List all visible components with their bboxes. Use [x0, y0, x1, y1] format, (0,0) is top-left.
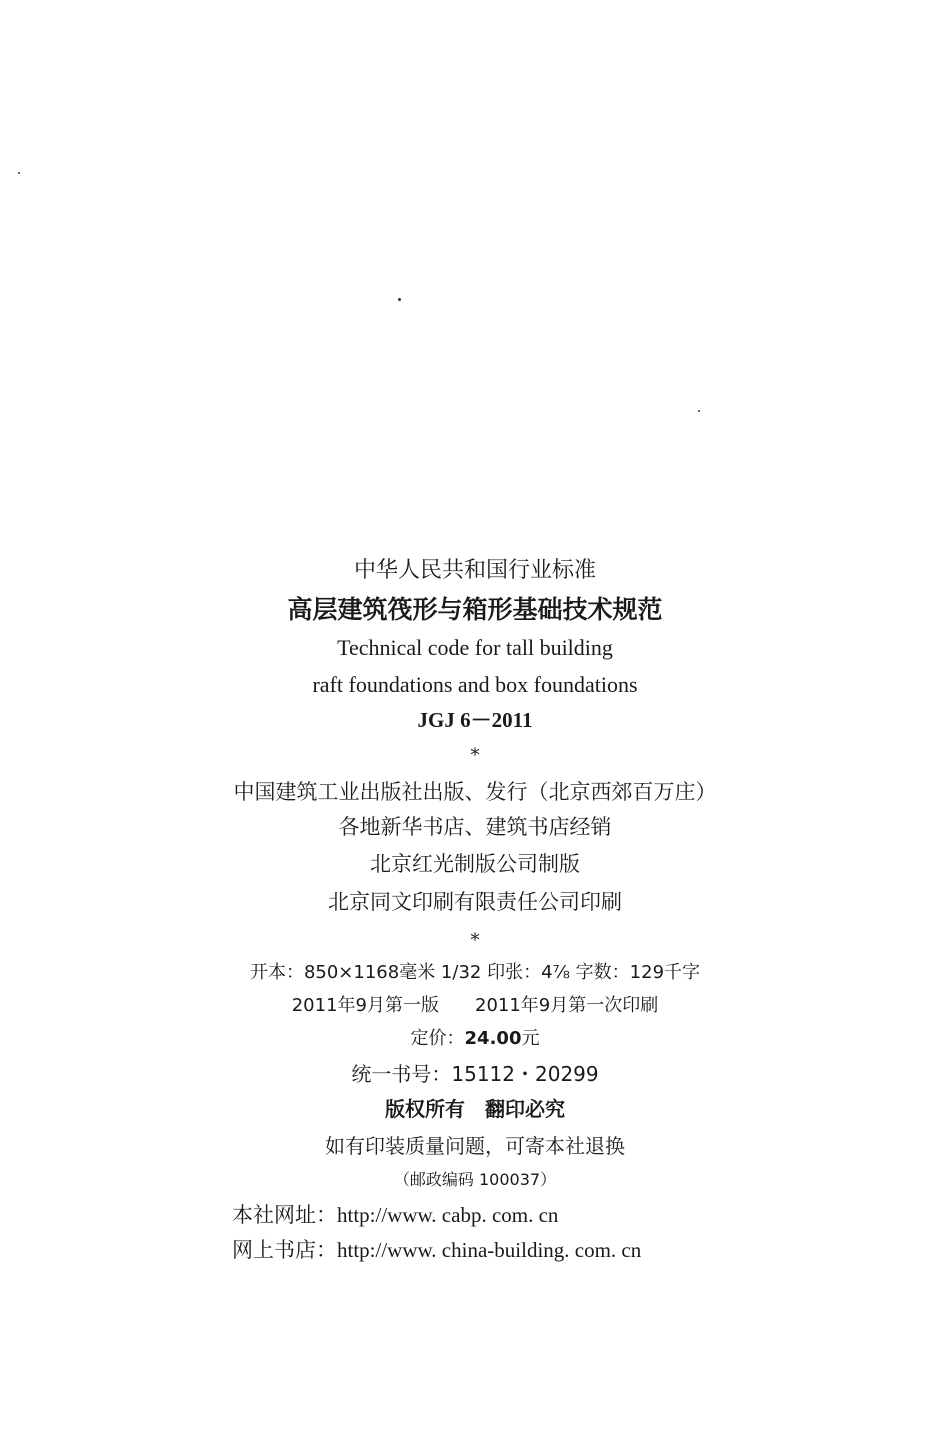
price-value: 24.00	[464, 1028, 522, 1049]
copyright-notice: 版权所有 翻印必究	[385, 1097, 565, 1121]
edition-info: 2011年9月第一版 2011年9月第一次印刷	[291, 995, 659, 1016]
separator-star: *	[470, 745, 480, 766]
title-english-line-1: Technical code for tall building	[337, 635, 613, 660]
printer-line: 北京同文印刷有限责任公司印刷	[328, 890, 622, 914]
separator-star: *	[470, 930, 480, 951]
publisher-line: 中国建筑工业出版社出版、发行（北京西郊百万庄）	[233, 780, 717, 804]
price-line	[0, 1028, 950, 1050]
standard-code: JGJ 6－2011	[417, 708, 533, 732]
plate-maker-line: 北京红光制版公司制版	[370, 852, 580, 876]
price-unit: 元	[521, 1028, 540, 1049]
isbn-line: 统一书号：15112・20299	[351, 1062, 599, 1086]
publisher-website: 本社网址：http://www. cabp. com. cn	[232, 1203, 559, 1227]
title-english-line-2: raft foundations and box foundations	[312, 672, 638, 697]
title-chinese: 高层建筑筏形与箱形基础技术规范	[287, 595, 663, 624]
scan-speck	[18, 172, 20, 174]
distributor-line: 各地新华书店、建筑书店经销	[338, 815, 612, 839]
format-specs: 开本：850×1168毫米 1/32 印张：4⅞ 字数：129千字	[249, 962, 701, 983]
scan-speck	[398, 298, 401, 301]
online-store-website: 网上书店：http://www. china-building. com. cn	[232, 1238, 642, 1262]
postal-code: （邮政编码 100037）	[393, 1170, 557, 1189]
scan-speck	[698, 410, 700, 412]
standard-category: 中华人民共和国行业标准	[353, 558, 596, 583]
return-notice: 如有印装质量问题，可寄本社退换	[325, 1134, 625, 1158]
price-label: 定价：	[410, 1028, 465, 1049]
